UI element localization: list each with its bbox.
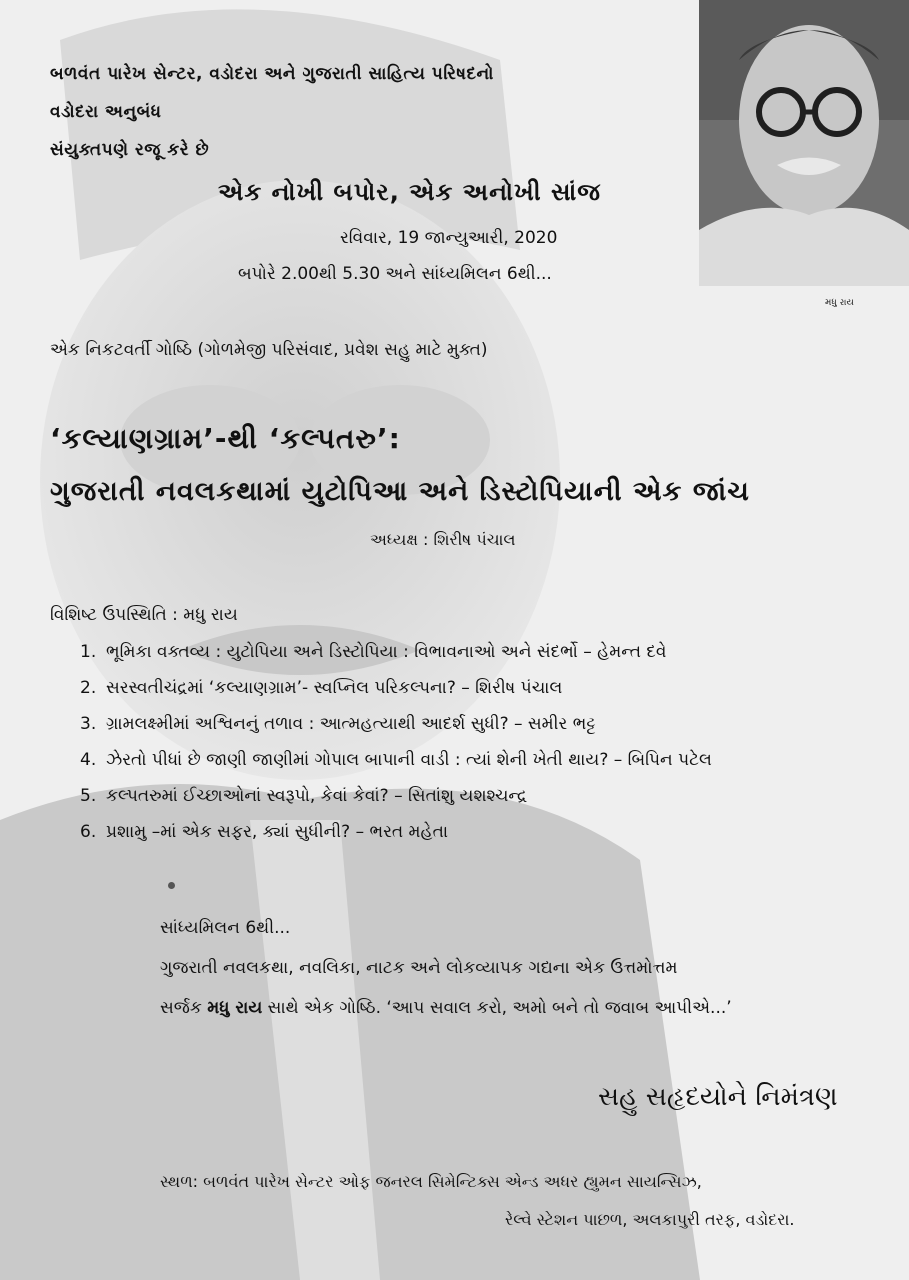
- agenda-item: 1. ભૂમિકા વક્તવ્ય : યુટોપિયા અને ડિસ્ટોપિયા : વિભાવનાઓ અને સંદર્ભો – હેમન્ત દવે: [80, 642, 667, 662]
- evening-line-1: ગુજરાતી નવલકથા, નવલિકા, નાટક અને લોકવ્યાપક ગદ્યના એક ઉત્તમોત્તમ: [160, 958, 678, 978]
- portrait-image: [699, 0, 909, 286]
- seminar-title-line-2: ગુજરાતી નવલકથામાં યુટોપિઆ અને ડિસ્ટોપિયાની એક જાંચ: [50, 476, 750, 507]
- agenda-item: 6. પ્રશામુ –માં એક સફર, ક્યાં સુધીની? – ભરત મહેતા: [80, 822, 449, 842]
- venue-line-1: સ્થળ: બળવંત પારેખ સેન્ટર ઓફ જનરલ સિમેન્ટિક્સ એન્ડ અધર હ્યુમન સાયન્સિઝ,: [160, 1172, 702, 1191]
- evening-heading: સાંધ્યમિલન 6થી...: [160, 918, 291, 938]
- presents-line: સંયુક્તપણે રજૂ કરે છે: [50, 140, 210, 160]
- invitation: સહુ સહૃદયોને નિમંત્રણ: [598, 1082, 838, 1112]
- organizer-line-2: વડોદરા અનુબંધ: [50, 102, 162, 122]
- author-photo: [699, 0, 909, 286]
- evening-line-2: સર્જક મધુ રાય સાથે એક ગોષ્ઠિ. ‘આપ સવાલ કરો, અમો બને તો જવાબ આપીએ...’: [160, 998, 732, 1018]
- agenda-item: 5. કલ્પતરુમાં ઈચ્છાઓનાં સ્વરૂપો, કેવાં કેવાં? – સિતાંશુ યશશ્ચન્દ્ર: [80, 786, 527, 806]
- agenda-item: 4. ઝેરતો પીધાં છે જાણી જાણીમાં ગોપાલ બાપાની વાડી : ત્યાં શેની ખેતી થાય? – બિપિન પટેલ: [80, 750, 712, 770]
- event-date: રવિવાર, 19 જાન્યુઆરી, 2020: [340, 228, 558, 248]
- agenda-item: 2. સરસ્વતીચંદ્રમાં ‘કલ્યાણગ્રામ’- સ્વપ્નિલ પરિકલ્પના? – શિરીષ પંચાલ: [80, 678, 563, 698]
- special-guest: વિશિષ્ટ ઉપસ્થિતિ : મધુ રાય: [50, 605, 238, 625]
- event-time: બપોરે 2.00થી 5.30 અને સાંધ્યમિલન 6થી...: [238, 264, 552, 284]
- agenda-item: 3. ગ્રામલક્ષ્મીમાં અશ્વિનનું તળાવ : આત્મહત્યાથી આદર્શ સુધી? – સમીર ભટ્ટ: [80, 714, 596, 734]
- seminar-chair: અધ્યક્ષ : શિરીષ પંચાલ: [370, 530, 516, 549]
- event-name: એક નોખી બપોર, એક અનોખી સાંજ: [218, 178, 601, 206]
- bullet-dot: [168, 882, 175, 889]
- agenda-list: [80, 634, 712, 850]
- venue-line-2: રેલ્વે સ્ટેશન પાછળ, અલકાપુરી તરફ, વડોદરા.: [505, 1210, 795, 1229]
- organizer-line-1: બળવંત પારેખ સેન્ટર, વડોદરા અને ગુજરાતી સાહિત્ય પરિષદનો: [50, 64, 494, 84]
- photo-caption: મધુ રાય: [825, 298, 854, 308]
- author-name: મધુ રાય: [207, 998, 263, 1018]
- seminar-note: એક નિકટવર્તી ગોષ્ઠિ (ગોળમેજી પરિસંવાદ, પ્રવેશ સહુ માટે મુક્ત): [50, 340, 488, 360]
- seminar-title-line-1: ‘કલ્યાણગ્રામ’-થી ‘કલ્પતરુ’:: [50, 422, 401, 455]
